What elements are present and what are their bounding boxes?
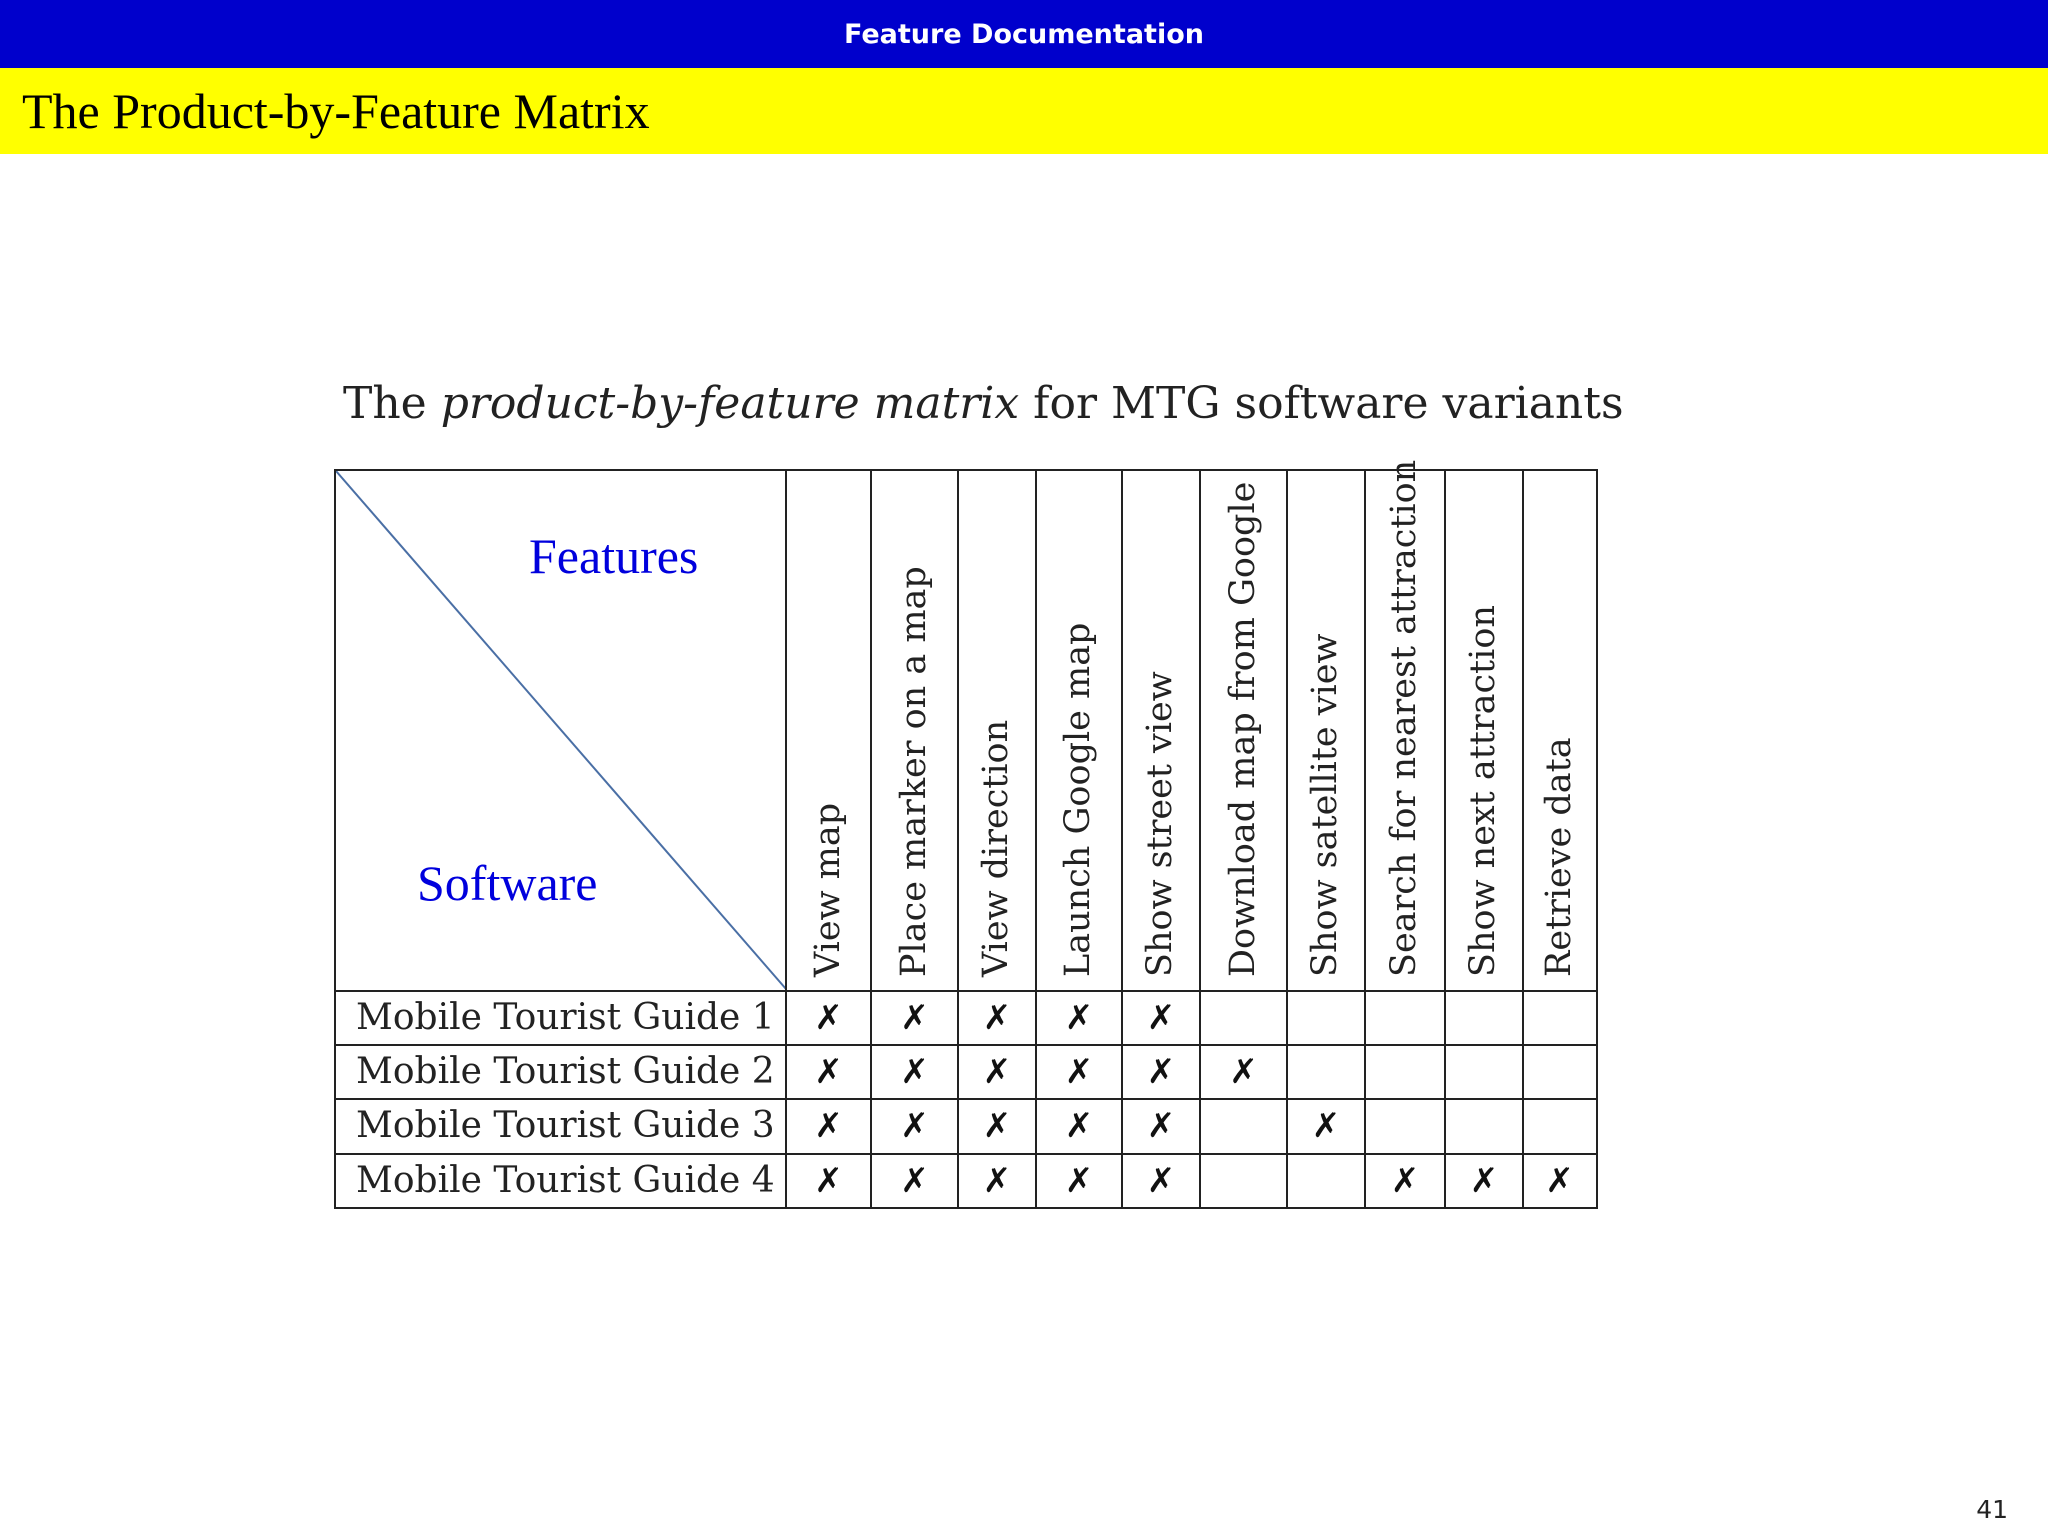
feature-mark: ✗	[814, 998, 843, 1038]
title-bar	[0, 68, 2048, 154]
column-divider	[1364, 471, 1366, 1207]
feature-mark: ✗	[900, 1161, 929, 1201]
feature-mark: ✗	[814, 1106, 843, 1146]
row-label: Mobile Tourist Guide 4	[356, 1160, 775, 1201]
feature-mark: ✗	[1229, 1052, 1258, 1092]
feature-header: View direction	[976, 719, 1016, 977]
feature-mark: ✗	[1311, 1106, 1341, 1146]
feature-header: Download map from Google	[1222, 481, 1263, 977]
column-divider	[1522, 471, 1524, 1207]
section-header-bar	[0, 0, 2048, 68]
feature-mark: ✗	[1064, 1106, 1094, 1146]
feature-mark: ✗	[814, 1161, 843, 1201]
row-label: Mobile Tourist Guide 1	[356, 997, 775, 1038]
feature-mark: ✗	[982, 1106, 1012, 1146]
section-title: Feature Documentation	[844, 18, 1204, 50]
caption-emphasis: product-by-feature matrix	[440, 378, 1020, 429]
corner-software-label: Software	[417, 855, 598, 911]
feature-header: Show satellite view	[1305, 633, 1345, 977]
feature-header: Launch Google map	[1058, 622, 1098, 977]
feature-mark: ✗	[1146, 998, 1176, 1038]
row-label: Mobile Tourist Guide 2	[356, 1051, 775, 1092]
feature-mark: ✗	[1146, 1106, 1176, 1146]
feature-mark: ✗	[1064, 1052, 1094, 1092]
matrix-caption	[343, 378, 1624, 429]
feature-header: Show street view	[1140, 671, 1180, 977]
product-feature-matrix	[334, 459, 1598, 1209]
feature-mark: ✗	[814, 1052, 843, 1092]
page-number: 41	[1976, 1495, 2008, 1524]
column-divider	[1444, 471, 1446, 1207]
feature-header: Show next attraction	[1463, 605, 1503, 977]
feature-header: View map	[807, 802, 848, 977]
feature-mark: ✗	[1146, 1052, 1176, 1092]
feature-mark: ✗	[1390, 1161, 1420, 1201]
caption-suffix: for MTG software variants	[1019, 378, 1624, 429]
feature-mark: ✗	[900, 1106, 929, 1146]
feature-mark: ✗	[982, 1052, 1012, 1092]
feature-mark: ✗	[900, 1052, 929, 1092]
row-label: Mobile Tourist Guide 3	[356, 1105, 775, 1146]
corner-features-label: Features	[529, 528, 699, 584]
feature-mark: ✗	[1146, 1161, 1176, 1201]
feature-mark: ✗	[1545, 1161, 1574, 1201]
feature-mark: ✗	[1064, 998, 1094, 1038]
feature-header: Retrieve data	[1538, 737, 1579, 977]
feature-mark: ✗	[900, 998, 929, 1038]
feature-header: Place marker on a map	[893, 566, 934, 977]
feature-mark: ✗	[982, 1161, 1012, 1201]
feature-mark: ✗	[1469, 1161, 1499, 1201]
slide-title: The Product-by-Feature Matrix	[22, 83, 650, 139]
feature-mark: ✗	[1064, 1161, 1094, 1201]
feature-mark: ✗	[982, 998, 1012, 1038]
caption-prefix: The	[343, 378, 441, 429]
feature-header: Search for nearest attraction	[1384, 459, 1424, 977]
